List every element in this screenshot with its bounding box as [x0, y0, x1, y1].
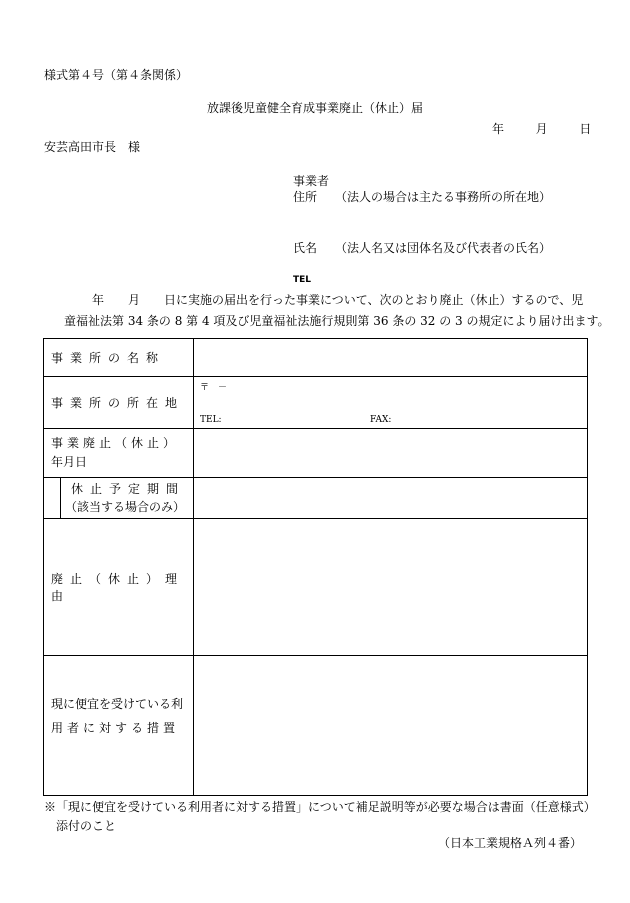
- table-row: [44, 478, 588, 519]
- applicant-heading: 事業者: [293, 174, 330, 188]
- address-label: 住所: [293, 190, 318, 204]
- closure-date-label: 事業廃止（休止） 年月日: [44, 429, 194, 478]
- table-row: [44, 339, 588, 377]
- suspension-period-field[interactable]: [194, 478, 588, 519]
- footnote-line-1: ※「現に便宜を受けている利用者に対する措置」について補足説明等が必要な場合は書面（任意様式）: [44, 800, 596, 814]
- footnote: [44, 798, 596, 836]
- reason-field[interactable]: [194, 519, 588, 656]
- facility-name-field[interactable]: [194, 339, 588, 377]
- closure-date-field[interactable]: [194, 429, 588, 478]
- postal-mark: 〒 －: [200, 383, 228, 393]
- intro-paragraph: [44, 290, 610, 332]
- date-day-label: 日: [579, 122, 592, 136]
- table-row: [44, 377, 588, 429]
- tel-field-label: TEL:: [200, 415, 222, 425]
- applicant-name-row: [293, 239, 551, 257]
- addressee: 安芸高田市長 様: [44, 140, 141, 154]
- intro-line-1: 年 月 日に実施の届出を行った事業について、次のとおり廃止（休止）するので、児: [92, 293, 584, 307]
- closure-form-table: [43, 338, 588, 796]
- form-reference: 様式第４号（第４条関係）: [44, 68, 189, 82]
- table-row: [44, 429, 588, 478]
- date-year-label: 年: [492, 122, 505, 136]
- date-month-label: 月: [535, 122, 548, 136]
- measures-label: 現に便宜を受けている利 用者に対する措置: [44, 656, 194, 796]
- reason-label: 廃止（休止）理由: [44, 519, 194, 656]
- table-row: [44, 519, 588, 656]
- measures-field[interactable]: [194, 656, 588, 796]
- name-note: （法人名又は団体名及び代表者の氏名）: [335, 241, 552, 255]
- table-row: [44, 656, 588, 796]
- fax-field-label: FAX:: [370, 415, 392, 425]
- footnote-line-2: 添付のこと: [56, 819, 117, 833]
- name-label: 氏名: [293, 241, 318, 255]
- suspension-period-label: 休止予定期間 （該当する場合のみ）: [44, 478, 194, 519]
- date-line: [492, 120, 591, 137]
- facility-address-field[interactable]: [194, 377, 588, 429]
- facility-address-label: 事業所の所在地: [44, 377, 194, 429]
- document-title: 放課後児童健全育成事業廃止（休止）届: [206, 101, 423, 115]
- applicant-tel-label: TEL: [293, 275, 312, 285]
- paper-size-note: （日本工業規格Ａ列４番）: [437, 836, 582, 850]
- intro-line-2: 童福祉法第 34 条の 8 第 4 項及び児童福祉法施行規則第 36 条の 32 の 3 の規定により届け出ます。: [64, 314, 610, 328]
- facility-name-label: 事業所の名称: [44, 339, 194, 377]
- applicant-address-row: [293, 188, 551, 206]
- address-note: （法人の場合は主たる事務所の所在地）: [335, 190, 552, 204]
